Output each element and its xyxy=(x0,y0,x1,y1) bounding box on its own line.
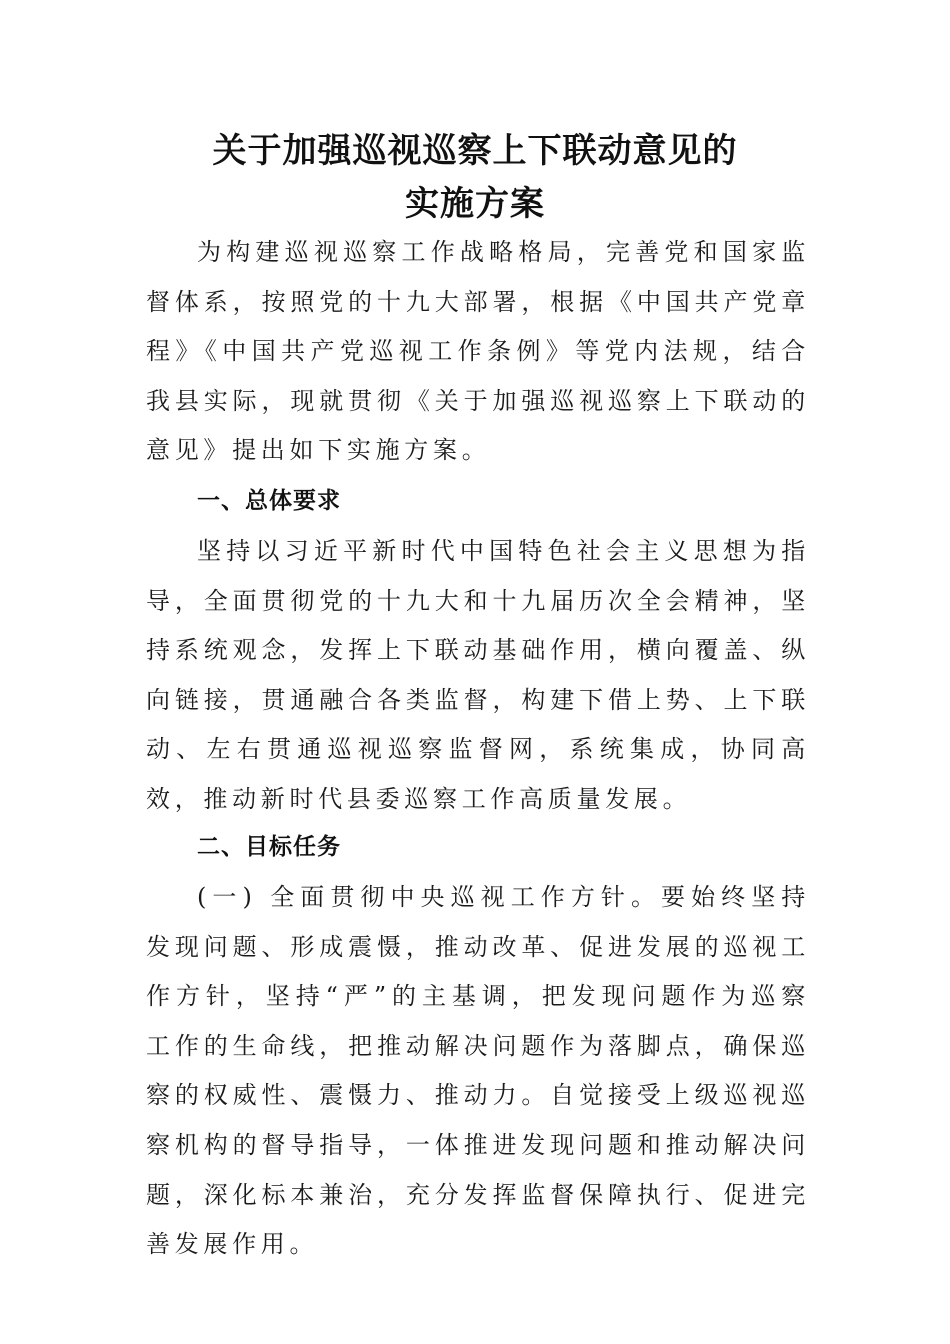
intro-paragraph: 为构建巡视巡察工作战略格局，完善党和国家监督体系，按照党的十九大部署，根据《中国共产党章程》《中国共产党巡视工作条例》等党内法规，结合我县实际，现就贯彻《关于加强巡视巡察上下联动的意见》提出如下实施方案。 xyxy=(146,238,810,465)
section-paragraph-overall-requirements: 坚持以习近平新时代中国特色社会主义思想为指导，全面贯彻党的十九大和十九届历次全会精神，坚持系统观念，发挥上下联动基础作用，横向覆盖、纵向链接，贯通融合各类监督，构建下借上势、上下联动、左右贯通巡视巡察监督网，系统集成，协同高效，推动新时代县委巡察工作高质量发展。 xyxy=(146,537,810,813)
section-heading-goals-tasks: 二、目标任务 xyxy=(197,834,341,860)
section-heading-overall-requirements: 一、总体要求 xyxy=(197,488,341,514)
document-title-line-2: 实施方案 xyxy=(405,184,545,224)
document-title-line-1: 关于加强巡视巡察上下联动意见的 xyxy=(212,131,738,171)
section-paragraph-goals-tasks: (一) 全面贯彻中央巡视工作方针。要始终坚持发现问题、形成震慑，推动改革、促进发展的巡视工作方针，坚持“严”的主基调，把发现问题作为巡察工作的生命线，把推动解决问题作为落脚点，确保巡察的权威性、震慑力、推动力。自觉接受上级巡视巡察机构的督导指导，一体推进发现问题和推动解决问题，深化标本兼治，充分发挥监督保障执行、促进完善发展作用。 xyxy=(146,883,810,1259)
